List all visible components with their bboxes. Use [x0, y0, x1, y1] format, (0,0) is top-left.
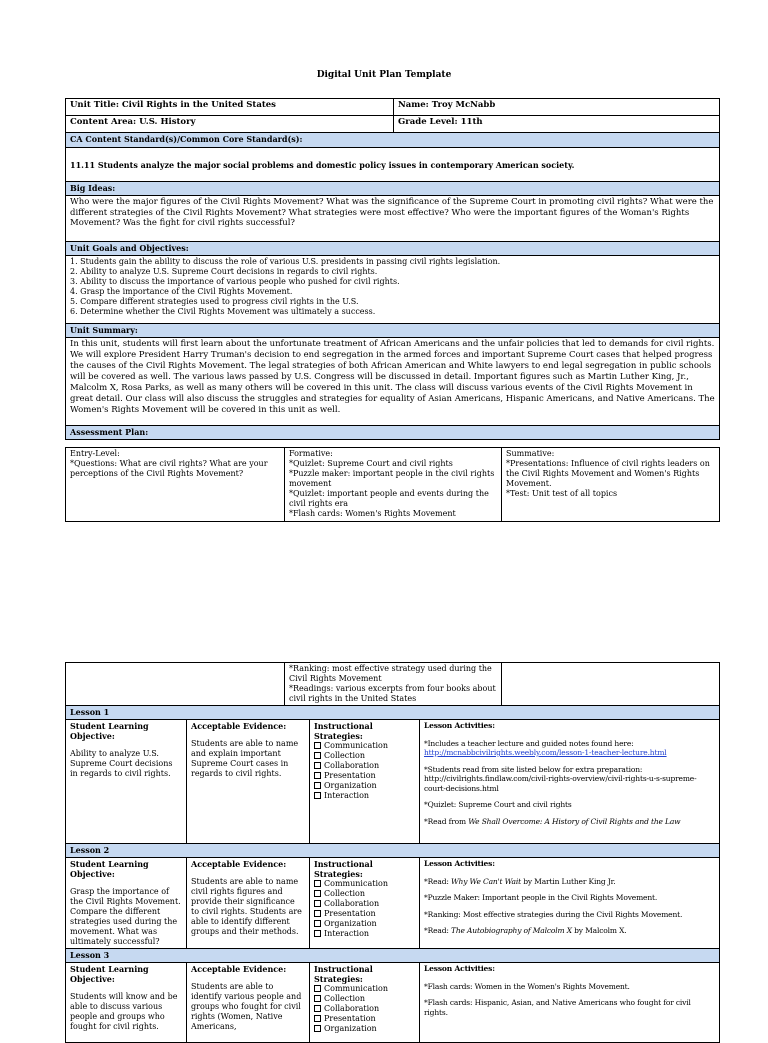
grade-level-cell: Grade Level: 11th	[394, 116, 720, 133]
lesson-1-objective-cell	[66, 720, 187, 844]
book-title: Why We Can't Wait	[450, 876, 521, 886]
lecture-link[interactable]: http://mcnabbcivilrights.weebly.com/lesson-1-teacher-lecture.html	[424, 748, 667, 757]
checkbox-icon[interactable]	[314, 920, 321, 927]
strategy-checkbox[interactable]: Collaboration	[314, 1004, 415, 1014]
lesson-2-evidence: Students are able to name civil rights figures and provide their significance to civil rights. Students are able to identify different groups and their methods.	[191, 877, 302, 936]
objective-header: Student Learning Objective:	[70, 721, 149, 741]
assessment-continued-table	[65, 662, 720, 706]
checkbox-icon[interactable]	[314, 880, 321, 887]
assessment-table	[65, 447, 720, 522]
evidence-header: Acceptable Evidence:	[191, 964, 287, 974]
activity-item: *Read from We Shall Overcome: A History of Civil Rights and the Law	[424, 816, 681, 826]
checkbox-icon[interactable]	[314, 782, 321, 789]
checkbox-icon[interactable]	[314, 772, 321, 779]
evidence-header: Acceptable Evidence:	[191, 859, 287, 869]
summative-item: *Presentations: Influence of civil rights leaders on the Civil Rights Movement and Women's Rights Movement.	[506, 459, 710, 488]
goals-label: Unit Goals and Objectives:	[66, 242, 720, 256]
checkbox-icon[interactable]	[314, 985, 321, 992]
big-ideas-label: Big Ideas:	[66, 182, 720, 196]
formative-cont-cell	[285, 663, 502, 706]
strategy-checkbox[interactable]: Communication	[314, 879, 415, 889]
activity-item: *Includes a teacher lecture and guided notes found here:	[424, 738, 634, 748]
formative-cell	[285, 448, 502, 522]
name-cell: Name: Troy McNabb	[394, 99, 720, 116]
checkbox-icon[interactable]	[314, 762, 321, 769]
objective-header: Student Learning Objective:	[70, 859, 149, 879]
lesson-2-objective: Grasp the importance of the Civil Rights Movement. Compare the different strategies used during the movement. What was ultimately successful?	[70, 887, 181, 946]
book-title: We Shall Overcome: A History of Civil Rights and the Law	[468, 816, 681, 826]
activities-header: Lesson Activities:	[424, 859, 495, 868]
entry-level-text: *Questions: What are civil rights? What are your perceptions of the Civil Rights Movement?	[70, 459, 268, 478]
lesson-3-evidence-cell	[187, 963, 310, 1043]
strategy-checkbox[interactable]: Collection	[314, 751, 415, 761]
strategy-checkbox[interactable]: Organization	[314, 1024, 415, 1034]
checkbox-icon[interactable]	[314, 930, 321, 937]
formative-title: Formative:	[289, 449, 333, 458]
activity-item: *Puzzle Maker: Important people in the Civil Rights Movement.	[424, 893, 658, 902]
checkbox-icon[interactable]	[314, 1015, 321, 1022]
lesson-3-objective: Students will know and be able to discuss various people and groups who fought for civil rights.	[70, 992, 178, 1031]
goal-item: 6. Determine whether the Civil Rights Movement was ultimately a success.	[70, 307, 376, 316]
big-ideas-text: Who were the major figures of the Civil Rights Movement? What was the significance of the Supreme Court in promoting civil rights? What were the different strategies of the Civil Rights Movement? What strategies were most effective? Who were the important figures of the Woman's Rights Movement? Was the fight for civil rights successful?	[66, 196, 720, 242]
goal-item: 2. Ability to analyze U.S. Supreme Court decisions in regards to civil rights.	[70, 267, 378, 276]
strategies-header: Instructional Strategies:	[314, 859, 373, 879]
strategy-checkbox[interactable]: Collaboration	[314, 899, 415, 909]
strategy-checkbox[interactable]: Communication	[314, 741, 415, 751]
strategy-checkbox[interactable]: Presentation	[314, 909, 415, 919]
formative-item: *Ranking: most effective strategy used during the Civil Rights Movement	[289, 664, 492, 683]
objective-header: Student Learning Objective:	[70, 964, 149, 984]
entry-level-cell	[66, 448, 285, 522]
lesson-3-label: Lesson 3	[66, 949, 720, 963]
assessment-label: Assessment Plan:	[66, 426, 720, 440]
lesson-3-activities-cell	[420, 963, 720, 1043]
strategy-checkbox[interactable]: Organization	[314, 919, 415, 929]
evidence-header: Acceptable Evidence:	[191, 721, 287, 731]
lesson-3-evidence: Students are able to identify various people and groups who fought for civil rights (Women, Native Americans,	[191, 982, 302, 1031]
entry-level-title: Entry-Level:	[70, 449, 120, 458]
strategy-checkbox[interactable]: Organization	[314, 781, 415, 791]
activity-item: *Read: Why We Can't Wait by Martin Luther King Jr.	[424, 876, 616, 886]
formative-item: *Readings: various excerpts from four books about civil rights in the United States	[289, 684, 496, 703]
book-title: The Autobiography of Malcolm X	[450, 926, 572, 935]
goal-item: 4. Grasp the importance of the Civil Rights Movement.	[70, 287, 293, 296]
lesson-2-label: Lesson 2	[66, 844, 720, 858]
lesson-1-evidence: Students are able to name and explain important Supreme Court cases in regards to civil rights.	[191, 739, 299, 778]
unit-plan-table	[65, 98, 720, 440]
activities-header: Lesson Activities:	[424, 964, 495, 973]
checkbox-icon[interactable]	[314, 995, 321, 1002]
formative-item: *Quizlet: important people and events during the civil rights era	[289, 489, 489, 508]
lesson-3-strategies-cell	[310, 963, 420, 1043]
strategy-checkbox[interactable]: Interaction	[314, 791, 415, 801]
activities-header: Lesson Activities:	[424, 721, 495, 730]
strategy-checkbox[interactable]: Collaboration	[314, 761, 415, 771]
formative-item: *Puzzle maker: important people in the civil rights movement	[289, 469, 495, 488]
goal-item: 5. Compare different strategies used to progress civil rights in the U.S.	[70, 297, 359, 306]
lesson-1-objective: Ability to analyze U.S. Supreme Court decisions in regards to civil rights.	[70, 749, 173, 778]
entry-level-cont-cell	[66, 663, 285, 706]
activity-item: *Ranking: Most effective strategies during the Civil Rights Movement.	[424, 909, 683, 919]
activity-item: *Flash cards: Women in the Women's Rights Movement.	[424, 981, 630, 991]
activity-item: *Read: The Autobiography of Malcolm X by Malcolm X.	[424, 926, 627, 935]
strategy-checkbox[interactable]: Collection	[314, 994, 415, 1004]
lesson-3-objective-cell	[66, 963, 187, 1043]
unit-title-cell: Unit Title: Civil Rights in the United States	[66, 99, 394, 116]
strategy-checkbox[interactable]: Interaction	[314, 929, 415, 939]
formative-item: *Quizlet: Supreme Court and civil rights	[289, 459, 453, 468]
goals-list	[66, 256, 720, 324]
summative-title: Summative:	[506, 449, 555, 458]
lesson-2-strategies-cell	[310, 858, 420, 949]
document-title: Digital Unit Plan Template	[316, 70, 452, 80]
formative-item: *Flash cards: Women's Rights Movement	[289, 509, 456, 518]
goal-item: 1. Students gain the ability to discuss the role of various U.S. presidents in passing civil rights legislation.	[70, 257, 501, 266]
lesson-1-evidence-cell	[187, 720, 310, 844]
summary-text: In this unit, students will first learn about the unfortunate treatment of African Americans and the unfair policies that led to demands for civil rights. We will explore President Harry Truman's decision to end segregation in the armed forces and important Supreme Court cases that helped progress the causes of the Civil Rights Movement. The legal strategies of both African American and White lawyers to end legal segregation in public schools will be covered as well. The various laws passed by U.S. Congress will be discussed in detail. Important figures such as Martin Luther King, Jr., Malcolm X, Rosa Parks, as well as many others will be covered in this unit. The class will discuss various events of the Civil Rights Movement in great detail. Our class will also discuss the struggles and strategies for equality of Asian Americans, Hispanic Americans, and Native Americans. The Women's Rights Movement will be covered in this unit as well.	[66, 338, 720, 426]
strategy-checkbox[interactable]: Presentation	[314, 771, 415, 781]
goal-item: 3. Ability to discuss the importance of various people who pushed for civil rights.	[70, 277, 400, 286]
lesson-1-activities-cell	[420, 720, 720, 844]
summary-label: Unit Summary:	[66, 324, 720, 338]
strategies-header: Instructional Strategies:	[314, 721, 373, 741]
lesson-2-activities-cell	[420, 858, 720, 949]
strategies-header: Instructional Strategies:	[314, 964, 373, 984]
summative-cont-cell	[502, 663, 720, 706]
lessons-table	[65, 705, 720, 1043]
summative-item: *Test: Unit test of all topics	[506, 489, 618, 498]
lesson-2-objective-cell	[66, 858, 187, 949]
checkbox-icon[interactable]	[314, 900, 321, 907]
checkbox-icon[interactable]	[314, 1025, 321, 1032]
standards-label: CA Content Standard(s)/Common Core Standard(s):	[66, 133, 720, 148]
strategy-checkbox[interactable]: Communication	[314, 984, 415, 994]
activity-item: *Students read from site listed below for extra preparation: http://civilrights.findlaw.com/civil-rights-overview/civil-rights-u-s-supreme-court-decisions.html	[424, 764, 697, 793]
checkbox-icon[interactable]	[314, 890, 321, 897]
checkbox-icon[interactable]	[314, 752, 321, 759]
standards-text: 11.11 Students analyze the major social problems and domestic policy issues in contemporary American society.	[66, 148, 720, 182]
activity-item: *Quizlet: Supreme Court and civil rights	[424, 800, 572, 809]
lesson-2-evidence-cell	[187, 858, 310, 949]
summative-cell	[502, 448, 720, 522]
strategy-checkbox[interactable]: Collection	[314, 889, 415, 899]
strategy-checkbox[interactable]: Presentation	[314, 1014, 415, 1024]
activity-item: *Flash cards: Hispanic, Asian, and Native Americans who fought for civil rights.	[424, 998, 691, 1017]
checkbox-icon[interactable]	[314, 742, 321, 749]
lesson-1-label: Lesson 1	[66, 706, 720, 720]
checkbox-icon[interactable]	[314, 792, 321, 799]
checkbox-icon[interactable]	[314, 910, 321, 917]
checkbox-icon[interactable]	[314, 1005, 321, 1012]
lesson-1-strategies-cell	[310, 720, 420, 844]
content-area-cell: Content Area: U.S. History	[66, 116, 394, 133]
